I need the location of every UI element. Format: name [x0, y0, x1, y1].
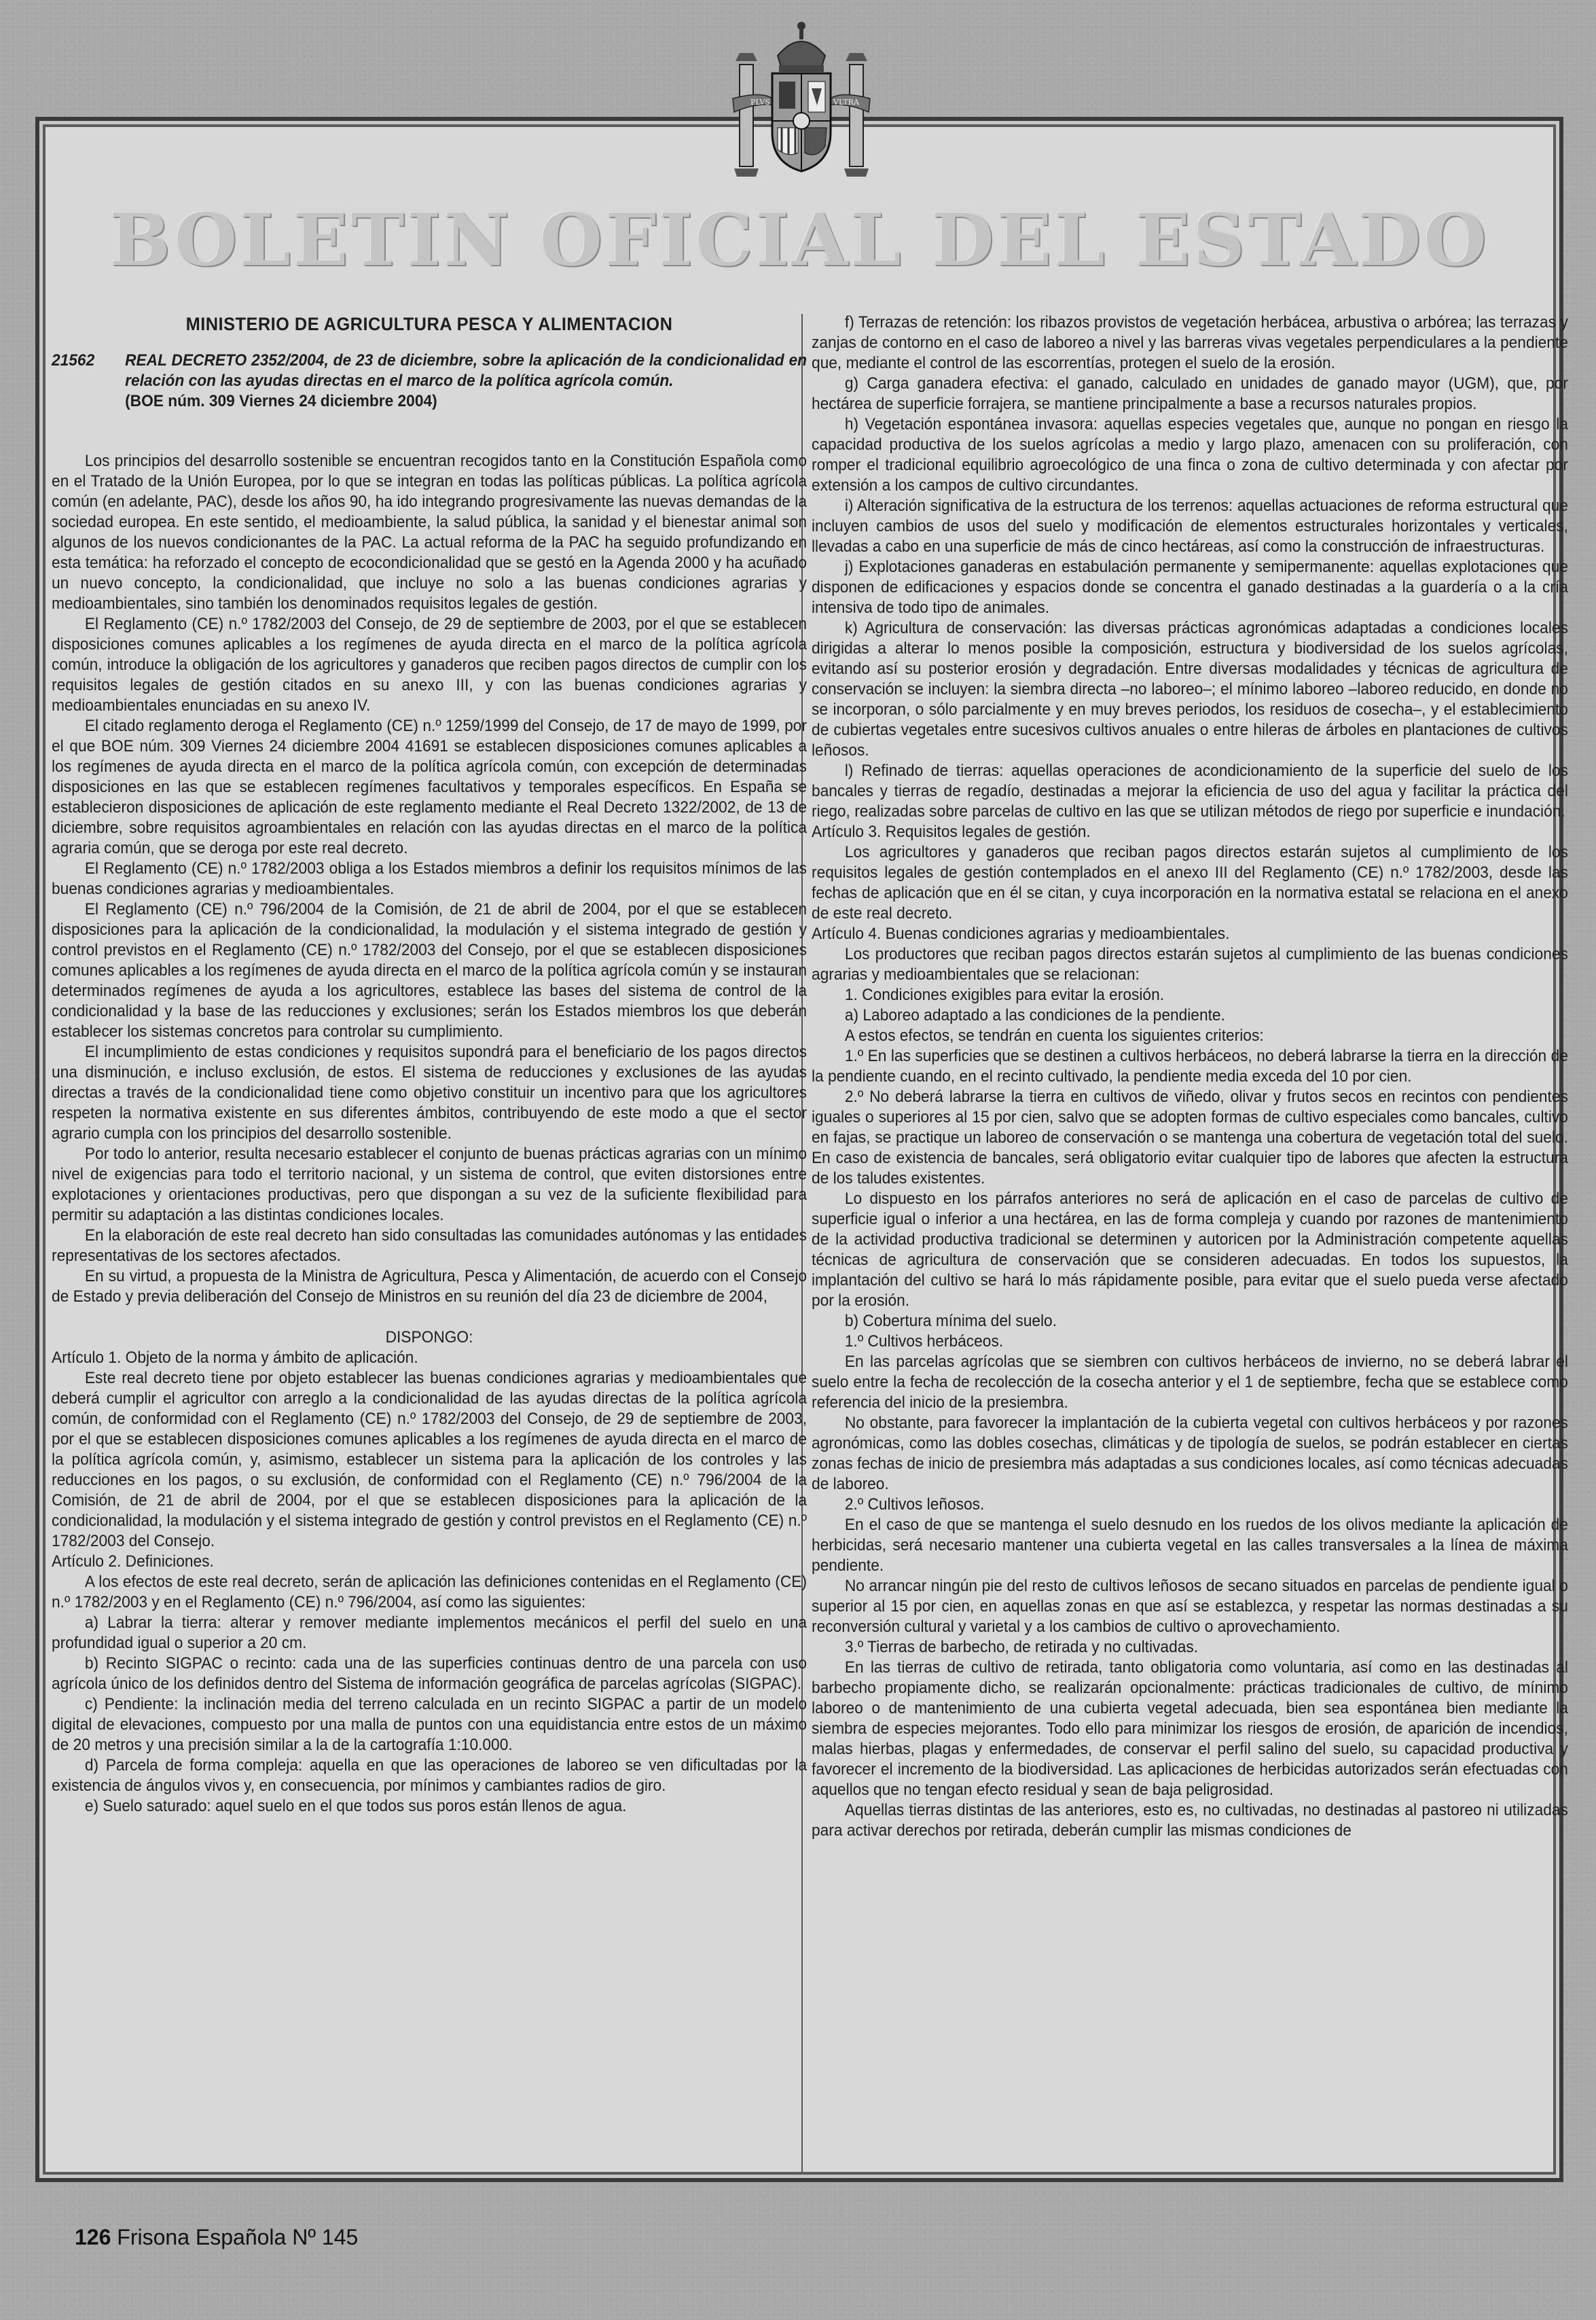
page-number: 126	[75, 2225, 111, 2249]
paragraph: a) Laboreo adaptado a las condiciones de la pendiente.	[844, 1006, 1225, 1024]
paragraph: 1.º En las superficies que se destinen a cultivos herbáceos, no deberá labrarse la tierra en la dirección de la pendiente cuando, en el recinto cultivado, la pendiente media exceda del 10 por cien.	[812, 1047, 1568, 1086]
paragraph: Los productores que reciban pagos directos estarán sujetos al cumplimiento de las buenas condiciones agrarias y medioambientales que se relacionan:	[812, 945, 1568, 984]
right-column-body	[812, 313, 1568, 1841]
paragraph: Lo dispuesto en los párrafos anteriores no será de aplicación en el caso de parcelas de cultivo de superficie igual o inferior a una hectárea, en las de forma compleja y cuando por razones de mantenimiento de la actividad productiva tradicional se determinen y autoricen por la Administración competente aquellas técnicas de agricultura de conservación que se consideren adecuadas. En todos los supuestos, la implantación del cultivo se hará lo más rápidamente posible, para evitar que el suelo pueda verse afectado por la erosión.	[812, 1190, 1568, 1310]
paragraph: El Reglamento (CE) n.º 796/2004 de la Comisión, de 21 de abril de 2004, por el que se establecen disposiciones para la aplicación de la condicionalidad, la modulación y el sistema integrado de gestión y control previstos en el Reglamento (CE) n.º 1782/2003 del Consejo, por el que se establecen disposiciones comunes aplicables a los regímenes de ayuda directa en el marco de la política agrícola común y se instauran determinados regímenes de ayuda a los agricultores, establece las bases del sistema de control de la condicionalidad y la base de las reducciones y exclusiones; serán los Estados miembros los que deberán establecer los sistemas concretos para controlar su cumplimiento.	[52, 900, 808, 1041]
article-heading: Artículo 3. Requisitos legales de gestión.	[812, 823, 1091, 841]
decree-title: REAL DECRETO 2352/2004, de 23 de diciembre, sobre la aplicación de la condicionalidad en relación con las ayudas directas en el marco de la política agrícola común.	[125, 351, 808, 390]
ministry-heading: MINISTERIO DE AGRICULTURA PESCA Y ALIMENTACION	[185, 314, 673, 334]
motto-right: VLTRA	[833, 98, 859, 107]
decree-header	[52, 351, 807, 412]
paragraph: No arrancar ningún pie del resto de cultivos leñosos de secano situados en parcelas de pendiente igual o superior al 15 por cien, en aquellas zonas en que así se establezca, y respetar las normas destinadas a su reconversión cultural y varietal y a los cambios de cultivo o aprovechamiento.	[812, 1577, 1568, 1636]
paragraph: i) Alteración significativa de la estructura de los terrenos: aquellas actuaciones de reforma estructural que incluyen cambios de usos del suelo y modificación de elementos estructurales horizontales y verticales, llevadas a cabo en una superficie de más de cinco hectáreas, así como la construcción de infraestructuras.	[812, 497, 1568, 556]
paragraph: 1. Condiciones exigibles para evitar la erosión.	[844, 986, 1165, 1004]
paragraph: En las parcelas agrícolas que se siembren con cultivos herbáceos de invierno, no se deberá labrar el suelo entre la fecha de recolección de la cosecha anterior y el 1 de septiembre, fecha que se establece como referencia del inicio de la presiembra.	[812, 1353, 1568, 1412]
left-column-body	[52, 451, 807, 1817]
right-column	[812, 313, 1568, 1841]
paragraph: b) Recinto SIGPAC o recinto: cada una de las superficies continuas dentro de una parcela con uso agrícola único de los definidos dentro del Sistema de información geográfica de parcelas agrícolas (SIGPAC).	[52, 1654, 808, 1693]
paragraph: En la elaboración de este real decreto han sido consultadas las comunidades autónomas y las entidades representativas de los sectores afectados.	[52, 1226, 808, 1265]
paragraph: b) Cobertura mínima del suelo.	[844, 1312, 1057, 1330]
paragraph: 3.º Tierras de barbecho, de retirada y no cultivadas.	[844, 1638, 1199, 1656]
article-heading: Artículo 2. Definiciones.	[52, 1552, 214, 1571]
motto-left: PLVS	[750, 98, 770, 107]
paragraph: c) Pendiente: la inclinación media del terreno calculada en un recinto SIGPAC a partir de un modelo digital de elevaciones, compuesto por una malla de puntos con una equidistancia entre estos de un máximo de 20 metros y una precisión similar a la de la cartografía 1:10.000.	[52, 1695, 808, 1754]
paragraph: Los agricultores y ganaderos que reciban pagos directos estarán sujetos al cumplimiento de los requisitos legales de gestión contemplados en el anexo III del Reglamento (CE) n.º 1782/2003, desde las fechas de aplicación que en él se citan, y cuya incorporación en la normativa estatal se relaciona en el anexo de este real decreto.	[812, 843, 1568, 923]
decree-boe-reference: (BOE núm. 309 Viernes 24 diciembre 2004)	[125, 392, 437, 410]
paragraph: Por todo lo anterior, resulta necesario establecer el conjunto de buenas prácticas agrarias con un mínimo nivel de exigencias para todo el territorio nacional, y un sistema de control, que eviten distorsiones entre explotaciones y orientaciones productivas, pero que dispongan a su vez de la suficiente flexibilidad para permitir su adaptación a las distintas condiciones locales.	[52, 1145, 808, 1224]
paragraph: El Reglamento (CE) n.º 1782/2003 obliga a los Estados miembros a definir los requisitos mínimos de las buenas condiciones agrarias y medioambientales.	[52, 859, 808, 898]
paragraph: j) Explotaciones ganaderas en estabulación permanente y semipermanente: aquellas explotaciones que disponen de edificaciones y espacios donde se concentra el ganado destinadas a la guardería o a la cría intensiva de todo tipo de animales.	[812, 558, 1568, 617]
paragraph: En su virtud, a propuesta de la Ministra de Agricultura, Pesca y Alimentación, de acuerdo con el Consejo de Estado y previa deliberación del Consejo de Ministros en su reunión del día 23 de diciembre de 2004,	[52, 1267, 808, 1306]
paragraph: f) Terrazas de retención: los ribazos provistos de vegetación herbácea, arbustiva o arbórea; las terrazas y zanjas de contorno en el caso de laboreo a nivel y las barreras vivas vegetales perpendiculares a la pendiente que, mediante el control de las escorrentías, protegen el suelo de la erosión.	[812, 313, 1568, 372]
publication-name: Frisona Española Nº 145	[117, 2225, 359, 2249]
paragraph: El incumplimiento de estas condiciones y requisitos supondrá para el beneficiario de los pagos directos una disminución, e incluso exclusión, de estos. El sistema de reducciones y exclusiones de las ayudas directas a través de la condicionalidad tiene como objetivo constituir un incentivo para que los agricultores respeten la normativa existente en sus diferentes ámbitos, contribuyendo de este modo a que el sector agrario cumpla con los principios del desarrollo sostenible.	[52, 1043, 808, 1143]
paragraph: Aquellas tierras distintas de las anteriores, esto es, no cultivadas, no destinadas al pastoreo ni utilizadas para activar derechos por retirada, deberán cumplir las mismas condiciones de	[812, 1801, 1568, 1840]
section-heading: DISPONGO:	[385, 1328, 473, 1346]
left-column	[52, 313, 807, 1817]
paragraph: d) Parcela de forma compleja: aquella en que las operaciones de laboreo se ven dificultadas por la existencia de ángulos vivos y, en consecuencia, por mínimos y cambiantes radios de giro.	[52, 1756, 808, 1795]
masthead-title: BOLETIN OFICIAL DEL ESTADO	[109, 197, 1489, 282]
paragraph: 1.º Cultivos herbáceos.	[844, 1332, 1004, 1351]
paragraph: A los efectos de este real decreto, serán de aplicación las definiciones contenidas en el Reglamento (CE) n.º 1782/2003 y en el Reglamento (CE) n.º 796/2004, así como las siguientes:	[52, 1573, 808, 1611]
paragraph: l) Refinado de tierras: aquellas operaciones de acondicionamiento de la superficie del suelo de los bancales y tierras de regadío, destinadas a mejorar la eficiencia de uso del agua y facilitar la práctica del riego, realizadas sobre parcelas de cultivo en las que se utilizan métodos de riego por superficie e inundación.	[812, 762, 1568, 821]
paragraph: k) Agricultura de conservación: las diversas prácticas agronómicas adaptadas a condiciones locales dirigidas a alterar lo menos posible la composición, estructura y biodiversidad de los suelos agrícolas, evitando así su posterior erosión y degradación. Entre diversas modalidades y técnicas de agricultura de conservación se incluyen: la siembra directa –no laboreo–; el mínimo laboreo –laboreo reducido, en donde no se incorporan, o sólo parcialmente y en muy breves periodos, los residuos de cosecha–, y el establecimiento de cubiertas vegetales entre sucesivos cultivos anuales o entre hileras de árboles en plantaciones de cultivos leñosos.	[812, 619, 1568, 760]
spacer	[52, 420, 807, 451]
paragraph: A estos efectos, se tendrán en cuenta los siguientes criterios:	[844, 1027, 1264, 1045]
paragraph: g) Carga ganadera efectiva: el ganado, calculado en unidades de ganado mayor (UGM), que, por hectárea de superficie forrajera, se mantiene principalmente a base a recursos naturales propios.	[812, 374, 1568, 413]
paragraph: a) Labrar la tierra: alterar y remover mediante implementos mecánicos el perfil del suelo en una profundidad igual o superior a 20 cm.	[52, 1613, 808, 1652]
paragraph: En el caso de que se mantenga el suelo desnudo en los ruedos de los olivos mediante la aplicación de herbicidas, será necesario mantener una cubierta vegetal en las calles transversales a la línea de máxima pendiente.	[812, 1516, 1568, 1575]
paragraph: Los principios del desarrollo sostenible se encuentran recogidos tanto en la Constitución Española como en el Tratado de la Unión Europea, por lo que se integran en todas las políticas públicas. La política agrícola común (en adelante, PAC), desde los años 90, ha ido integrando progresivamente las nuevas demandas de la sociedad europea. En este sentido, el medioambiente, la salud pública, la sanidad y el bienestar animal son algunos de los nuevos condicionantes de la PAC. La actual reforma de la PAC ha seguido profundizando en esta temática: ha reforzado el concepto de ecocondicionalidad que se gestó en la Agenda 2000 y ha acuñado un nuevo concepto, la condicionalidad, que incluye no solo a las buenas condiciones agrarias y medioambientales, sino también los denominados requisitos legales de gestión.	[52, 452, 808, 613]
article-heading: Artículo 4. Buenas condiciones agrarias y medioambientales.	[812, 925, 1230, 943]
coat-of-arms-icon	[730, 14, 873, 183]
paragraph: h) Vegetación espontánea invasora: aquellas especies vegetales que, aunque no pongan en riesgo la capacidad productiva de los suelos agrícolas a medio y largo plazo, amenacen con su proliferación, con romper el tradicional equilibrio agroecológico de una finca o zona de cultivo determinada y con afectar por extensión a los campos de cultivo circundantes.	[812, 415, 1568, 495]
decree-number: 21562	[52, 351, 95, 370]
paragraph: 2.º No deberá labrarse la tierra en cultivos de viñedo, olivar y frutos secos en recintos con pendientes iguales o superiores al 15 por cien, salvo que se adopten formas de cultivo especiales como bancales, cultivo en fajas, se practique un laboreo de conservación o se mantenga una cobertura de vegetación total del suelo. En caso de existencia de bancales, será obligatorio evitar cualquier tipo de labores que afecten la estructura de los taludes existentes.	[812, 1088, 1568, 1188]
spacer	[52, 1307, 807, 1327]
paragraph: Este real decreto tiene por objeto establecer las buenas condiciones agrarias y medioambientales que deberá cumplir el agricultor con arreglo a la condicionalidad de las ayudas directas de la política agrícola común, de conformidad con el Reglamento (CE) n.º 1782/2003 del Consejo, de 29 de septiembre de 2003, por el que se establecen disposiciones comunes aplicables a los regímenes de ayuda directa en el marco de la política agrícola común, y, asimismo, establecer un sistema para la aplicación de los controles y las reducciones en los pagos, o su exclusión, de conformidad con el Reglamento (CE) n.º 796/2004 de la Comisión, de 21 de abril de 2004, por el que se establecen disposiciones para la aplicación de la condicionalidad, la modulación y el sistema integrado de gestión y control previstos en el Reglamento (CE) n.º 1782/2003 del Consejo.	[52, 1369, 808, 1550]
article-heading: Artículo 1. Objeto de la norma y ámbito de aplicación.	[52, 1349, 418, 1367]
paragraph: No obstante, para favorecer la implantación de la cubierta vegetal con cultivos herbáceos y por razones agronómicas, como las dobles cosechas, climáticas y de tipología de suelos, se podrán establecer en ciertas zonas fechas de inicio de presiembra más adaptadas a sus condiciones locales, así como técnicas adecuadas de laboreo.	[812, 1414, 1568, 1493]
paragraph: El citado reglamento deroga el Reglamento (CE) n.º 1259/1999 del Consejo, de 17 de mayo de 1999, por el que BOE núm. 309 Viernes 24 diciembre 2004 41691 se establecen disposiciones comunes aplicables a los regímenes de ayuda directa en el marco de la política agrícola común, con excepción de determinadas disposiciones en las que se establecen regímenes facultativos y temporales específicos. En España se establecieron disposiciones de aplicación de este reglamento mediante el Real Decreto 1322/2002, de 13 de diciembre, sobre requisitos agroambientales en relación con las ayudas directas en el marco de la política agraria común, que se deroga por este real decreto.	[52, 717, 808, 857]
paragraph: 2.º Cultivos leñosos.	[844, 1495, 985, 1514]
paragraph: El Reglamento (CE) n.º 1782/2003 del Consejo, de 29 de septiembre de 2003, por el que se establecen disposiciones comunes aplicables a los regímenes de ayuda directa en el marco de la política agrícola común, introduce la obligación de los agricultores y ganaderos que reciben pagos directos de cumplir con los requisitos legales de gestión citados en su anexo III, y con las buenas condiciones agrarias y medioambientales enunciadas en su anexo IV.	[52, 615, 808, 715]
paragraph: En las tierras de cultivo de retirada, tanto obligatoria como voluntaria, así como en las destinadas al barbecho propiamente dicho, se realizarán opcionalmente: prácticas tradicionales de cultivo, de mínimo laboreo o de mantenimiento de una cubierta vegetal adecuada, bien sea espontánea bien mediante la siembra de especies mejorantes. Todo ello para minimizar los riesgos de erosión, de aparición de incendios, malas hierbas, plagas y enfermedades, de conservar el perfil salino del suelo, su capacidad productiva y favorecer el incremento de la biodiversidad. Las aplicaciones de herbicidas autorizados serán efectuadas con aquellos que no tengan efecto residual y sean de baja peligrosidad.	[812, 1658, 1568, 1799]
paragraph: e) Suelo saturado: aquel suelo en el que todos sus poros están llenos de agua.	[84, 1797, 627, 1815]
page-footer	[75, 2225, 358, 2250]
